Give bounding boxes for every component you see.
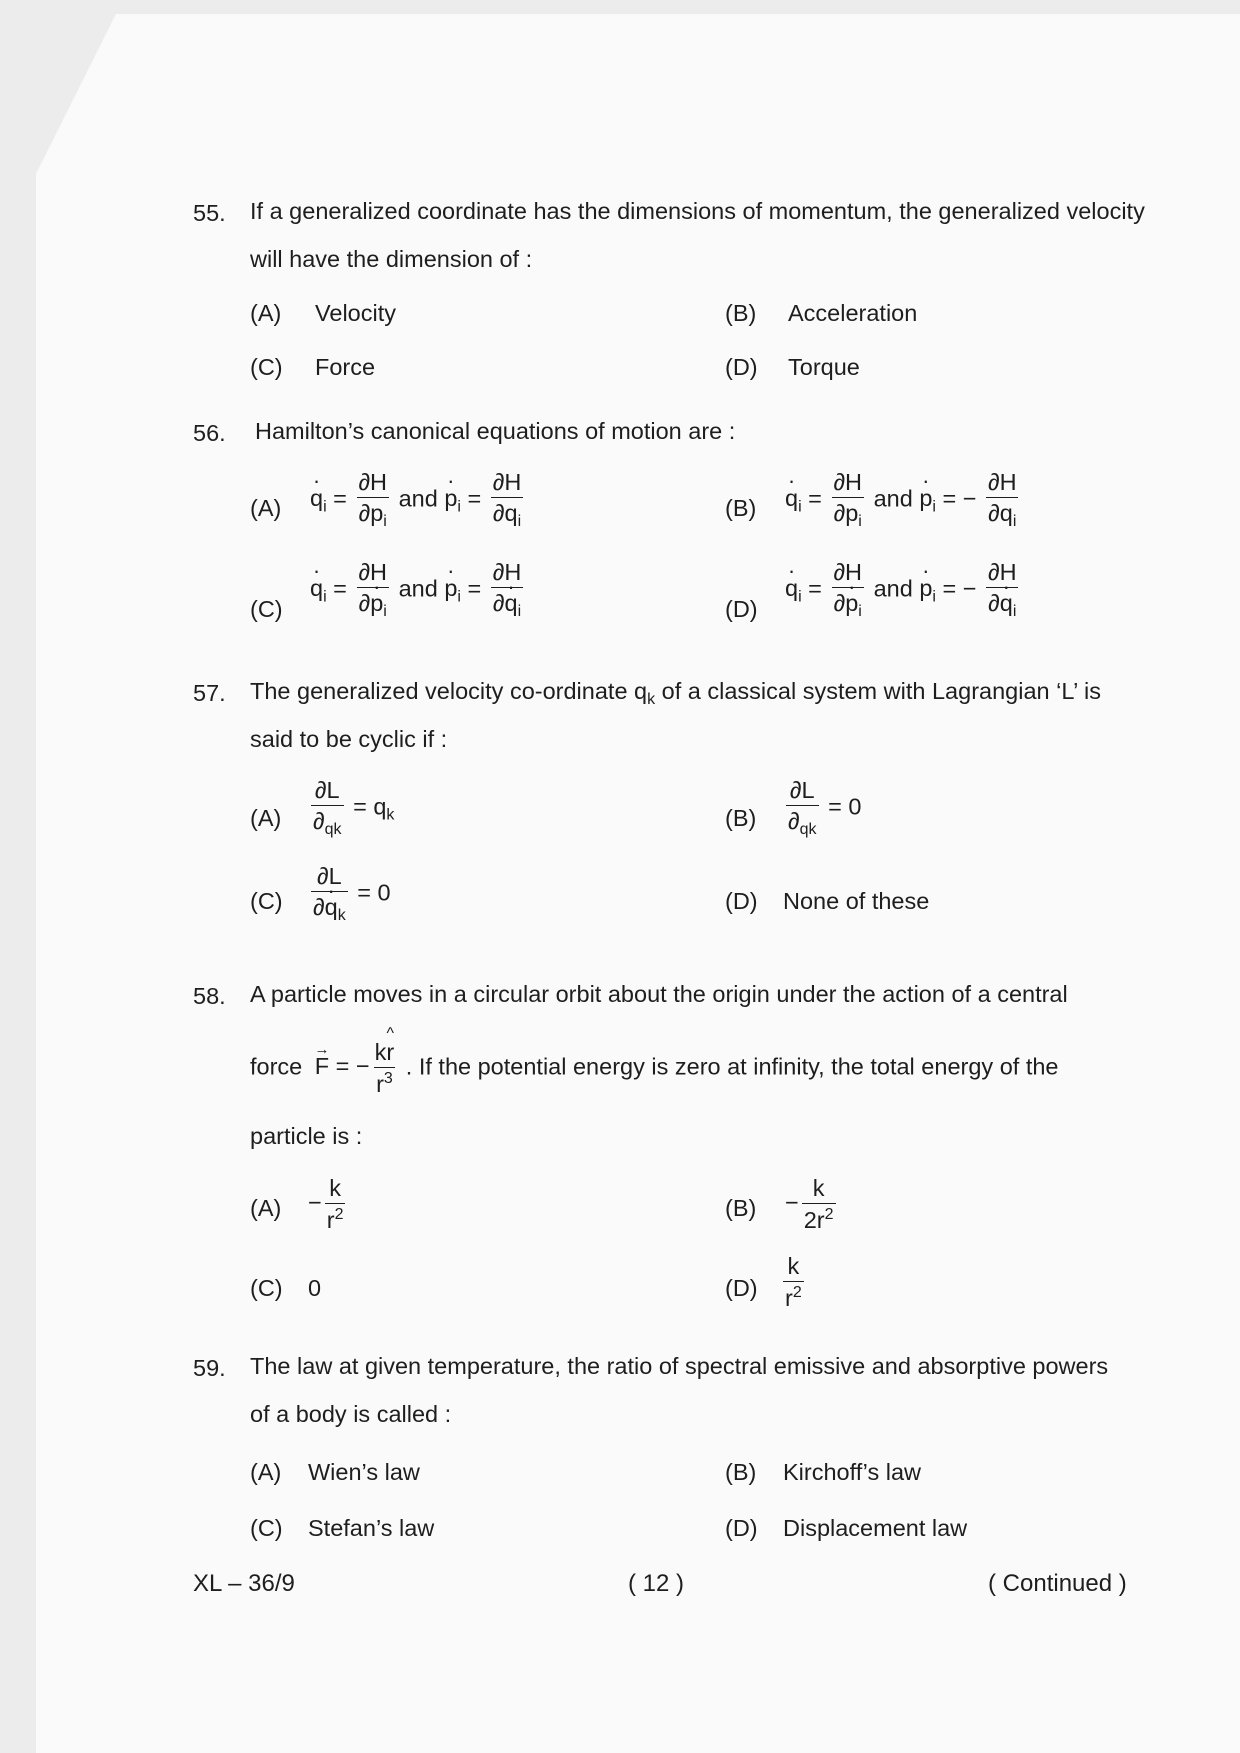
equation-c: · $q_i$ = $\frac{\partial H}{\partial\cdot p_i}$ and · $p_i$ = $\frac{\partial H}{\partial\cdot q_i}$: [310, 560, 526, 620]
option-label: (A): [250, 495, 282, 521]
option-label: (A): [250, 1195, 282, 1221]
option-label: (B): [725, 1195, 757, 1221]
question-text-line: of a body is called :: [250, 1401, 452, 1427]
question-text-line: The generalized velocity co-ordinate $q_k$ of a classical system with Lagrangian ‘L’ is: [250, 678, 1101, 708]
question-text-line: force → F = − $\frac{k\^{} r}{r^3}$ . If the potential energy is zero at infinity, the total energy of the: [250, 1040, 1059, 1096]
option-label: (D): [725, 354, 758, 380]
option-label: (A): [250, 1459, 282, 1485]
option-text: Force: [315, 354, 376, 380]
option-label: (C): [250, 354, 283, 380]
continued-note: ( Continued ): [988, 1570, 1127, 1597]
option-text: Displacement law: [783, 1515, 968, 1541]
question-text-line: said to be cyclic if :: [250, 726, 448, 752]
equation-b: − $\frac{k}{2r^2}$: [785, 1175, 834, 1233]
option-label: (D): [725, 1275, 758, 1301]
option-text: Kirchoff’s law: [783, 1459, 922, 1485]
question-text-line: particle is :: [250, 1123, 363, 1149]
equation-a: − $\frac{k}{r^2}$: [308, 1175, 344, 1233]
page-number: ( 12 ): [628, 1570, 685, 1597]
option-label: (B): [725, 495, 757, 521]
equation-b: · $q_i$ = $\frac{\partial H}{\partial p_i}$ and · $p_i$ = − $\frac{\partial H}{\partial q_i}$: [785, 470, 1022, 530]
question-number: 57.: [193, 680, 226, 706]
equation-d: · $q_i$ = $\frac{\partial H}{\partial\cdot p_i}$ and · $p_i$ = − $\frac{\partial H}{\partial\cdot q_i}$: [785, 560, 1022, 620]
option-label: (B): [725, 300, 757, 326]
question-number: 58.: [193, 983, 226, 1009]
option-label: (C): [250, 596, 283, 622]
option-label: (B): [725, 805, 757, 831]
option-label: (B): [725, 1459, 757, 1485]
question-text-line: A particle moves in a circular orbit about the origin under the action of a central: [250, 981, 1068, 1007]
question-number: 56.: [193, 420, 226, 446]
equation-c: $\frac{\partial L}{\partial\cdot q_k}$ = 0: [308, 864, 391, 924]
equation-a: $\frac{\partial L}{\partial_{qk}}$ = $q_k$: [313, 777, 395, 838]
option-text: Wien’s law: [308, 1459, 420, 1485]
option-label: (A): [250, 805, 282, 831]
option-label: (C): [250, 1515, 283, 1541]
equation-b: $\frac{\partial L}{\partial_{qk}}$ = 0: [788, 777, 862, 838]
option-text: Stefan’s law: [308, 1515, 435, 1541]
option-label: (C): [250, 888, 283, 914]
question-number: 59.: [193, 1355, 226, 1381]
option-text: 0: [308, 1275, 322, 1301]
question-text-line: The law at given temperature, the ratio of spectral emissive and absorptive powers: [250, 1353, 1109, 1379]
question-text-line: If a generalized coordinate has the dimensions of momentum, the generalized velocity: [250, 198, 1145, 224]
equation-d: $\frac{k}{r^2}$: [785, 1253, 802, 1311]
option-text: Acceleration: [788, 300, 918, 326]
option-label: (D): [725, 596, 758, 622]
question-text-line: Hamilton’s canonical equations of motion are :: [255, 418, 736, 444]
option-text: Torque: [788, 354, 860, 380]
option-text: None of these: [783, 888, 930, 914]
option-text: Velocity: [315, 300, 396, 326]
option-label: (D): [725, 1515, 758, 1541]
paper-code: XL – 36/9: [193, 1570, 295, 1597]
option-label: (A): [250, 300, 282, 326]
question-number: 55.: [193, 200, 226, 226]
question-text-line: will have the dimension of :: [250, 246, 533, 272]
option-label: (C): [250, 1275, 283, 1301]
exam-page: [36, 14, 1240, 1753]
option-label: (D): [725, 888, 758, 914]
equation-a: · $q_i$ = $\frac{\partial H}{\partial p_i}$ and · $p_i$ = $\frac{\partial H}{\partial q_i}$: [310, 470, 526, 530]
